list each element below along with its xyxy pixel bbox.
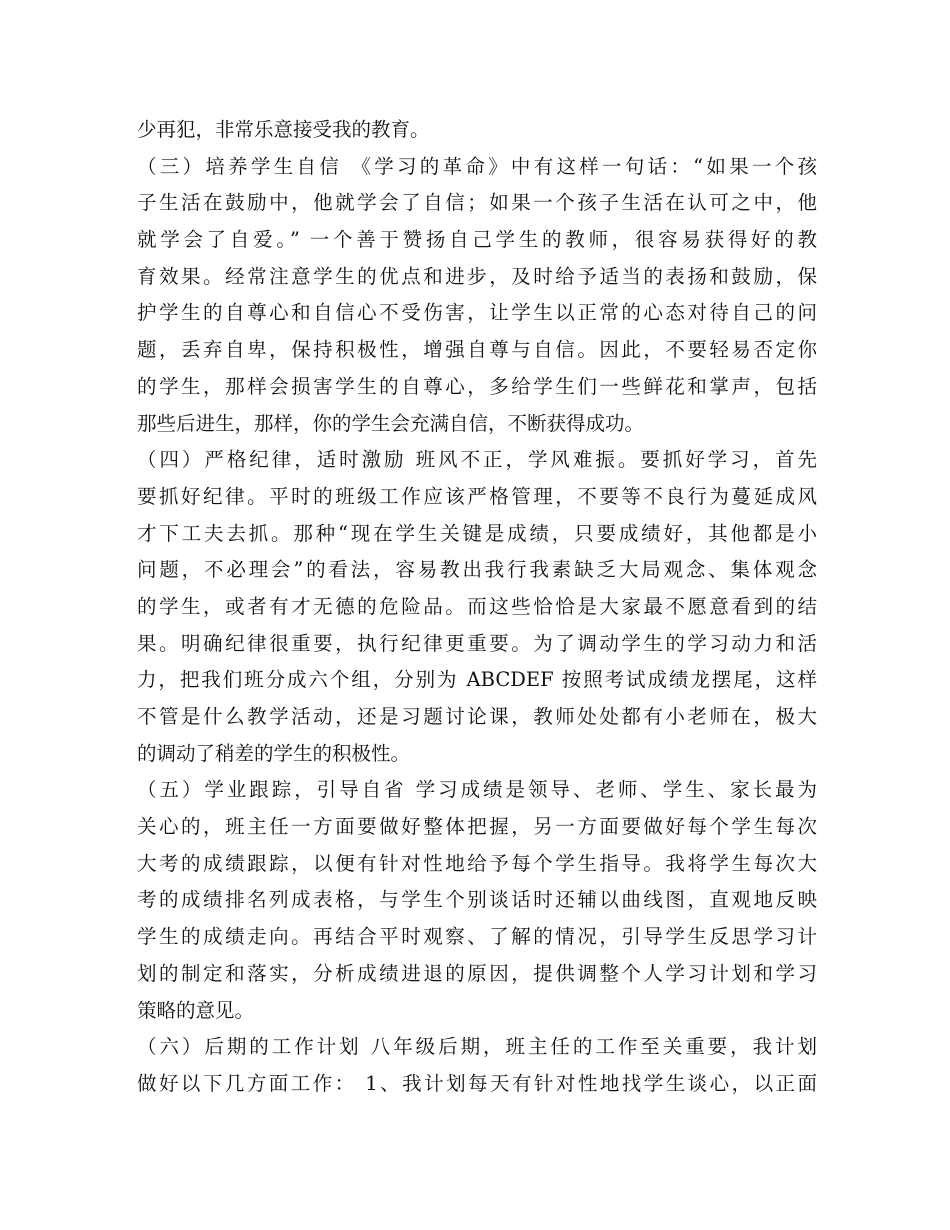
text-line: 的学生，或者有才无德的危险品。而这些恰恰是大家最不愿意看到的结 — [137, 594, 817, 618]
text-line: 题，丢弃自卑，保持积极性，增强自尊与自信。因此，不要轻易否定你 — [137, 338, 817, 362]
text-line: （四）严格纪律，适时激励 班风不正，学风难振。要抓好学习，首先 — [137, 448, 817, 472]
text-line: 考的成绩排名列成表格，与学生个别谈话时还辅以曲线图，直观地反映 — [137, 888, 817, 912]
text-line: 关心的，班主任一方面要做好整体把握，另一方面要做好每个学生每次 — [137, 815, 817, 839]
text-line: 那些后进生，那样，你的学生会充满自信，不断获得成功。 — [137, 411, 645, 435]
text-line: 少再犯，非常乐意接受我的教育。 — [137, 118, 430, 141]
text-line: 护学生的自尊心和自信心不受伤害，让学生以正常的心态对待自己的问 — [137, 301, 817, 325]
text-line: （三）培养学生自信 《学习的革命》中有这样一句话：“如果一个孩 — [137, 154, 817, 178]
text-line: 果。明确纪律很重要，执行纪律更重要。为了调动学生的学习动力和活 — [137, 631, 817, 655]
text-line: 学生的成绩走向。再结合平时观察、了解的情况，引导学生反思学习计 — [137, 925, 817, 949]
text-line: 子生活在鼓励中，他就学会了自信；如果一个孩子生活在认可之中，他 — [137, 191, 817, 215]
text-line: 大考的成绩跟踪，以便有针对性地给予每个学生指导。我将学生每次大 — [137, 851, 817, 875]
text-line: 的调动了稍差的学生的积极性。 — [137, 741, 411, 765]
text-line: 不管是什么教学活动，还是习题讨论课，教师处处都有小老师在，极大 — [137, 705, 817, 728]
text-line: 划的制定和落实，分析成绩进退的原因，提供调整个人学习计划和学习 — [137, 961, 817, 985]
text-line: 力，把我们班分成六个组，分别为 ABCDEF 按照考试成绩龙摆尾，这样 — [137, 668, 817, 692]
text-line: （五）学业跟踪，引导自省 学习成绩是领导、老师、学生、家长最为 — [137, 778, 817, 802]
text-line: 要抓好纪律。平时的班级工作应该严格管理，不要等不良行为蔓延成风 — [137, 484, 817, 508]
text-line: 的学生，那样会损害学生的自尊心，多给学生们一些鲜花和掌声，包括 — [137, 374, 817, 398]
text-line: 就学会了自爱。” 一个善于赞扬自己学生的教师，很容易获得好的教 — [137, 228, 817, 252]
text-line: 做好以下几方面工作： 1、我计划每天有针对性地找学生谈心，以正面 — [137, 1071, 817, 1095]
body-text — [137, 112, 817, 1103]
text-line: 策略的意见。 — [137, 998, 255, 1022]
text-line: 问题，不必理会”的看法，容易教出我行我素缺乏大局观念、集体观念 — [137, 558, 817, 582]
text-line: 才下工夫去抓。那种“现在学生关键是成绩，只要成绩好，其他都是小 — [137, 521, 817, 545]
text-line: 育效果。经常注意学生的优点和进步，及时给予适当的表扬和鼓励，保 — [137, 264, 817, 288]
text-line: （六）后期的工作计划 八年级后期，班主任的工作至关重要，我计划 — [137, 1035, 817, 1059]
